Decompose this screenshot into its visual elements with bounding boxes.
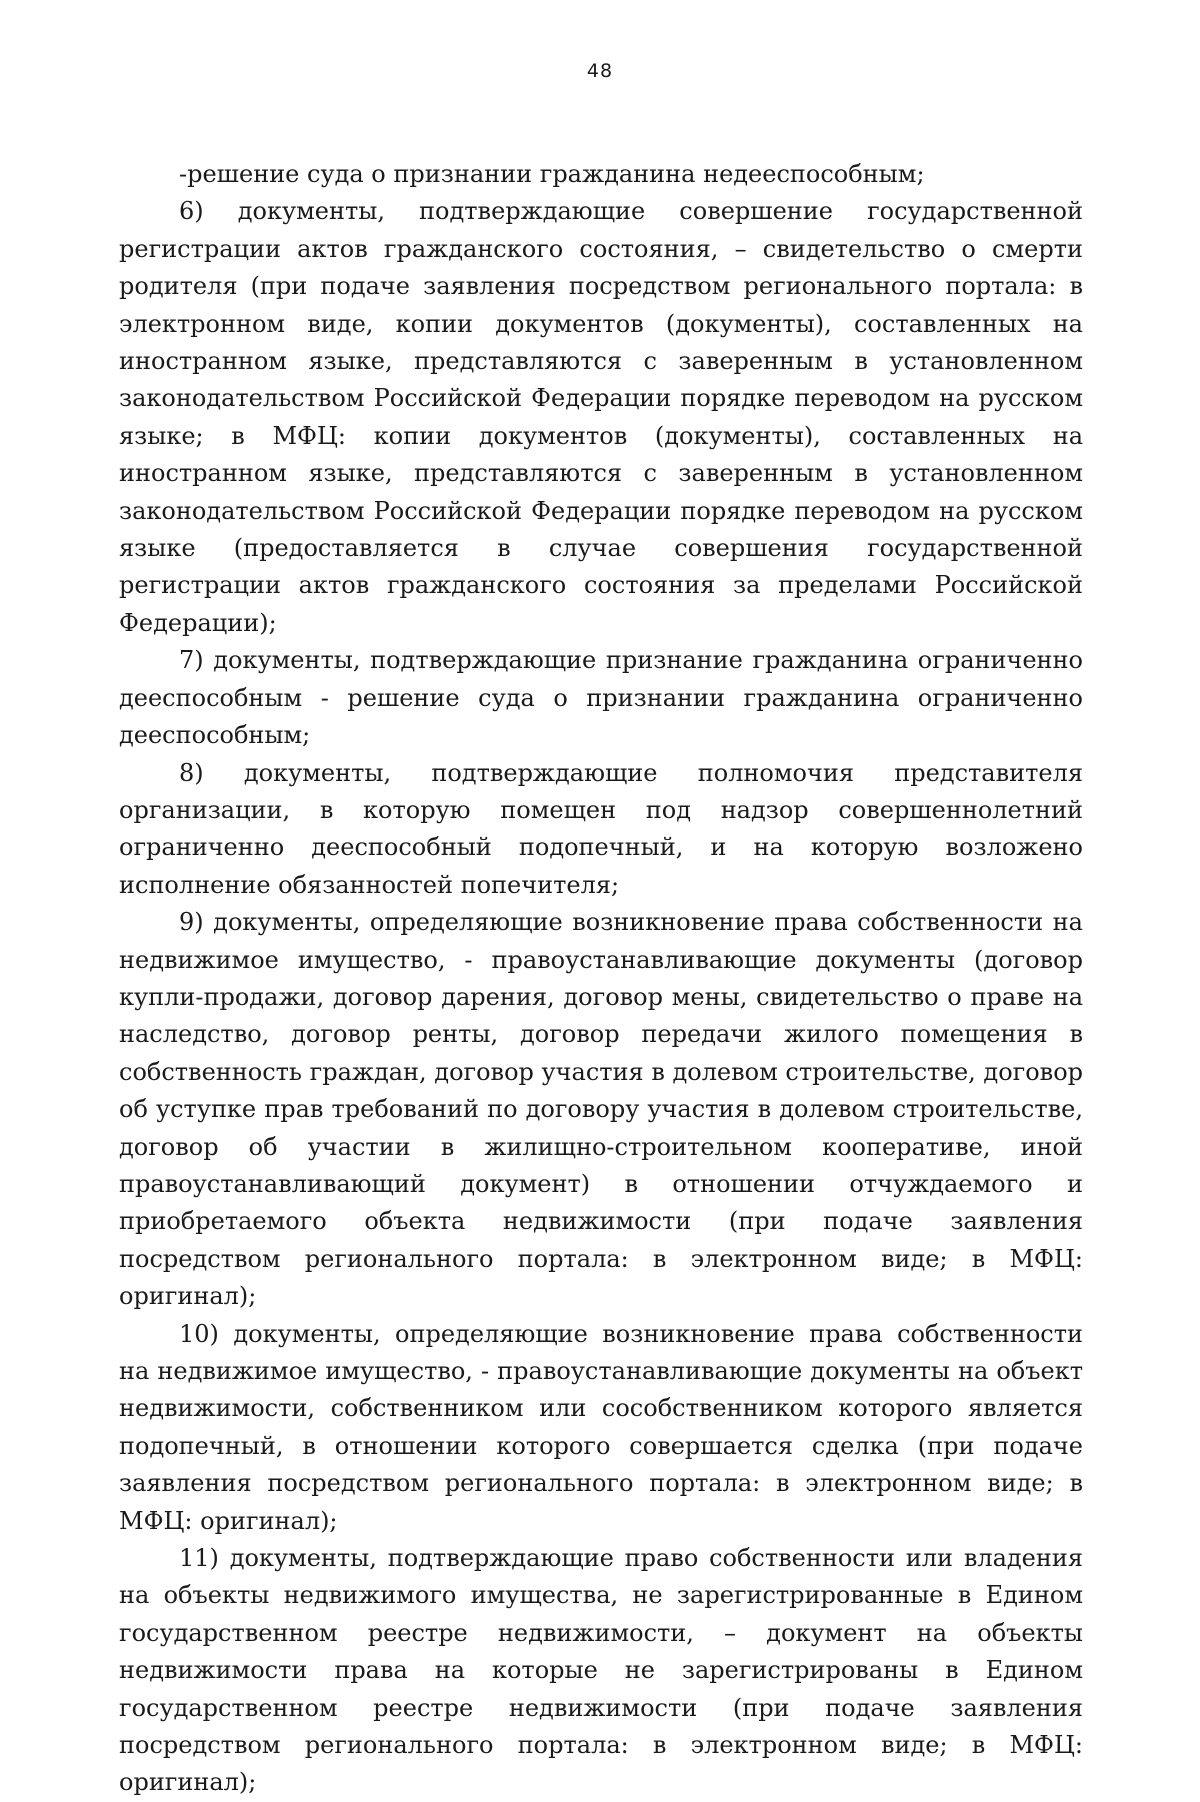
paragraph-court-decision: -решение суда о признании гражданина недееспособным;	[179, 160, 925, 188]
page-number: 48	[586, 60, 614, 82]
paragraph-item-9: 9) документы, определяющие возникновение права собственности на недвижимое имущество, - правоустанавливающие документы (договор купли-продажи, договор дарения, договор мены, свидетельство о праве на наследство, договор ренты, договор передачи жилого помещения в собственность граждан, договор участия в долевом строительстве, договор об уступке прав требований по договору участия в долевом строительстве, договор об участии в жилищно-строительном кооперативе, иной правоустанавливающий документ) в отношении отчуждаемого и приобретаемого объекта недвижимости (при подаче заявления посредством регионального портала: в электронном виде; в МФЦ: оригинал);	[119, 908, 1083, 1311]
document-body	[119, 156, 1083, 1802]
paragraph-item-8: 8) документы, подтверждающие полномочия представителя организации, в которую помещен под надзор совершеннолетний ограниченно дееспособный подопечный, и на которую возложено исполнение обязанностей попечителя;	[119, 758, 1083, 899]
paragraph-item-11: 11) документы, подтверждающие право собственности или владения на объекты недвижимого имущества, не зарегистрированные в Едином государственном реестре недвижимости, – документ на объекты недвижимости права на которые не зарегистрированы в Едином государственном реестре недвижимости (при подаче заявления посредством регионального портала: в электронном виде; в МФЦ: оригинал);	[119, 1544, 1083, 1797]
paragraph-item-7: 7) документы, подтверждающие признание гражданина ограниченно дееспособным - решение суда о признании гражданина ограниченно дееспособным;	[119, 646, 1083, 750]
paragraph-item-10: 10) документы, определяющие возникновение права собственности на недвижимое имущество, - правоустанавливающие документы на объект недвижимости, собственником или сособственником которого является подопечный, в отношении которого совершается сделка (при подаче заявления посредством регионального портала: в электронном виде; в МФЦ: оригинал);	[119, 1319, 1083, 1535]
paragraph-item-6: 6) документы, подтверждающие совершение государственной регистрации актов гражданского состояния, – свидетельство о смерти родителя (при подаче заявления посредством регионального портала: в электронном виде, копии документов (документы), составленных на иностранном языке, представляются с заверенным в установленном законодательством Российской Федерации порядке переводом на русском языке; в МФЦ: копии документов (документы), составленных на иностранном языке, представляются с заверенным в установленном законодательством Российской Федерации порядке переводом на русском языке (предоставляется в случае совершения государственной регистрации актов гражданского состояния за пределами Российской Федерации);	[119, 197, 1083, 637]
